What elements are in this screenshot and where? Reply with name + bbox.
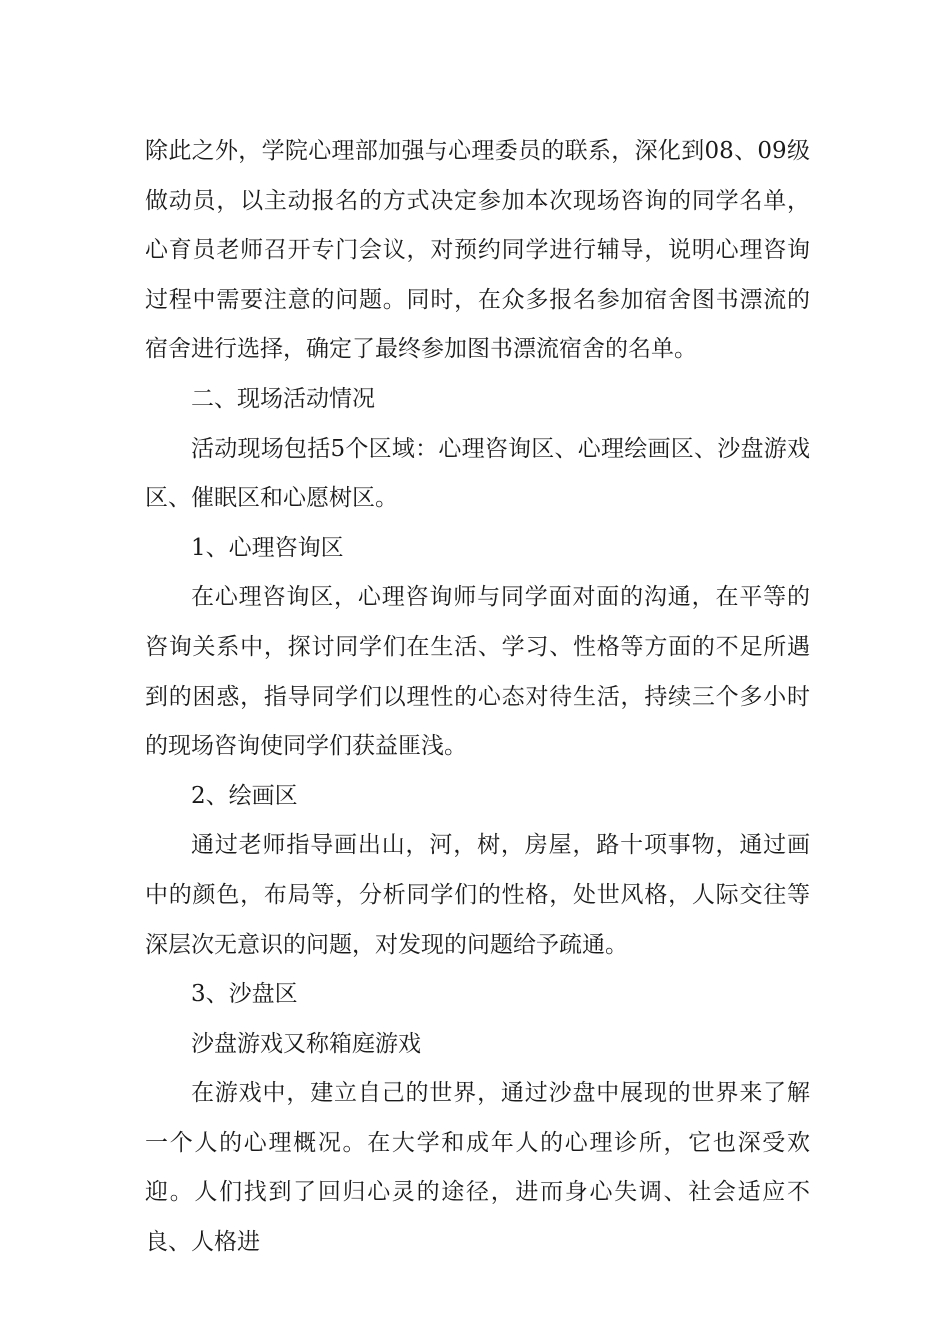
paragraph-drawing-zone: 通过老师指导画出山，河，树，房屋，路十项事物，通过画中的颜色，布局等，分析同学们的性格，处世风格，人际交往等深层次无意识的问题，对发现的问题给予疏通。 [145,832,810,958]
section-heading-onsite-activities: 二、现场活动情况 [191,385,375,412]
paragraph-intro: 除此之外，学院心理部加强与心理委员的联系，深化到08、09级做动员，以主动报名的方式决定参加本次现场咨询的同学名单，心育员老师召开专门会议，对预约同学进行辅导，说明心理咨询过程中需要注意的问题。同时，在众多报名参加宿舍图书漂流的宿舍进行选择，确定了最终参加图书漂流宿舍的名单。 [145,138,810,363]
document-body [145,127,810,1268]
paragraph-sandbox-description: 在游戏中，建立自己的世界，通过沙盘中展现的世界来了解一个人的心理概况。在大学和成年人的心理诊所，它也深受欢迎。人们找到了回归心灵的途径，进而身心失调、社会适应不良、人格进 [145,1080,810,1256]
subheading-counseling-zone: 1、心理咨询区 [191,534,344,561]
subheading-sandbox-zone: 3、沙盘区 [191,981,298,1008]
subheading-drawing-zone: 2、绘画区 [191,782,298,809]
paragraph-activity-zones: 活动现场包括5个区域：心理咨询区、心理绘画区、沙盘游戏区、催眠区和心愿树区。 [145,435,810,512]
paragraph-counseling-zone: 在心理咨询区，心理咨询师与同学面对面的沟通，在平等的咨询关系中，探讨同学们在生活、学习、性格等方面的不足所遇到的困惑，指导同学们以理性的心态对待生活，持续三个多小时的现场咨询使同学们获益匪浅。 [145,584,810,760]
paragraph-sandbox-alias: 沙盘游戏又称箱庭游戏 [191,1030,421,1057]
